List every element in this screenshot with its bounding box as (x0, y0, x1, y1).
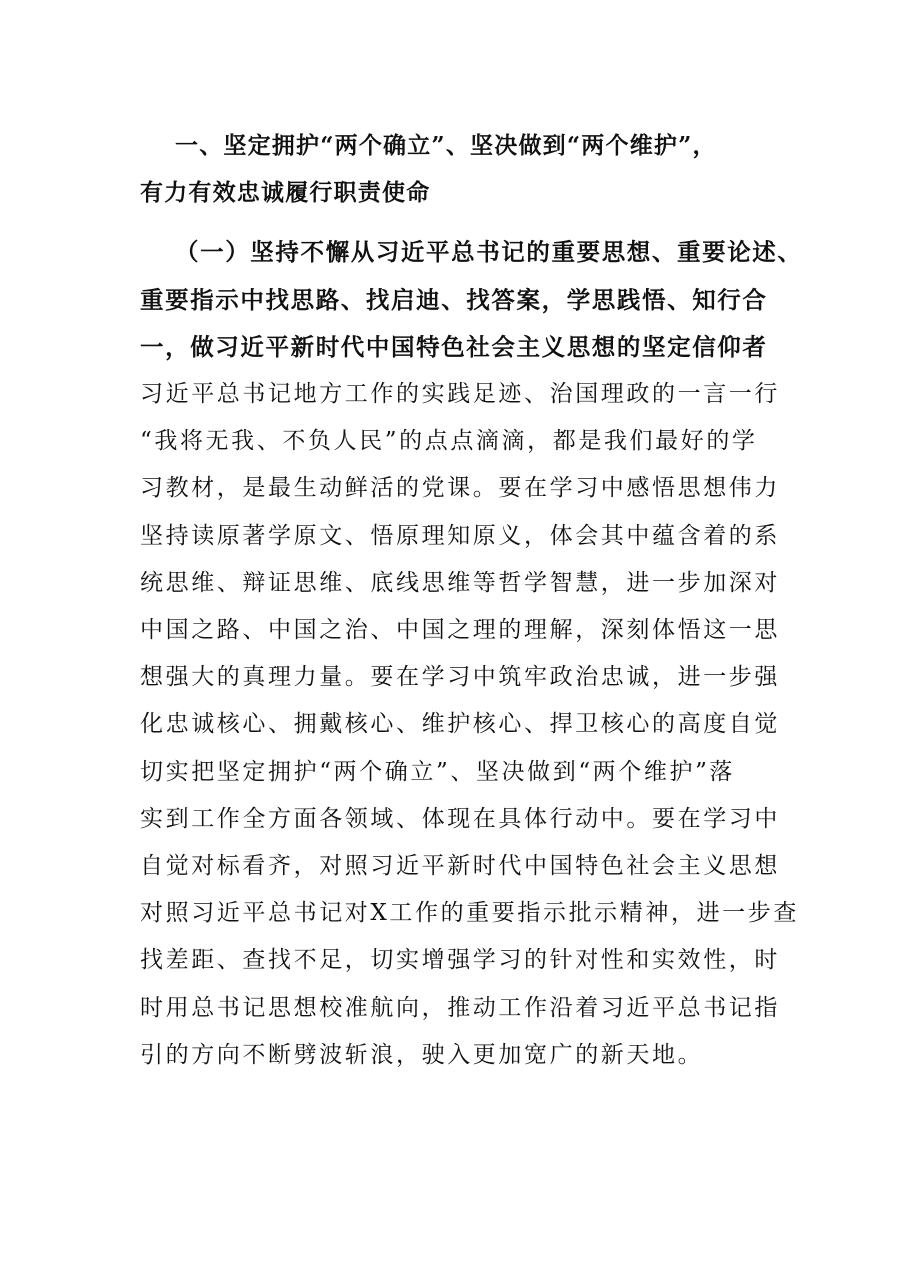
body-line: 实到工作全方面各领域、体现在具体行动中。要在学习中 (140, 806, 780, 832)
body-line: 坚持读原著学原文、悟原理知原义，体会其中蕴含着的系 (140, 523, 780, 549)
body-line: 习近平总书记地方工作的实践足迹、治国理政的一言一行 (140, 381, 780, 407)
body-line: 想强大的真理力量。要在学习中筑牢政治忠诚，进一步强 (140, 664, 780, 690)
body-line: 中国之路、中国之治、中国之理的理解，深刻体悟这一思 (140, 617, 780, 643)
heading-1-line-2: 有力有效忠诚履行职责使命 (140, 179, 431, 206)
body-line: 时用总书记思想校准航向，推动工作沿着习近平总书记指 (140, 995, 780, 1021)
body-line: 引的方向不断劈波斩浪，驶入更加宽广的新天地。 (140, 1042, 704, 1068)
body-line: “我将无我、不负人民”的点点滴滴，都是我们最好的学 (140, 428, 758, 454)
body-line: 习教材，是最生动鲜活的党课。要在学习中感悟思想伟力 (140, 475, 780, 501)
body-line: 统思维、辩证思维、底线思维等哲学智慧，进一步加深对 (140, 570, 780, 596)
heading-1-line-1: 一、坚定拥护“两个确立”、坚决做到“两个维护”， (175, 132, 717, 159)
body-line: 自觉对标看齐，对照习近平新时代中国特色社会主义思想 (140, 853, 780, 879)
heading-2-line-3: 一，做习近平新时代中国特色社会主义思想的坚定信仰者 (140, 333, 768, 361)
heading-2-line-2: 重要指示中找思路、找启迪、找答案，学思践悟、知行合 (140, 286, 768, 314)
body-line: 找差距、查找不足，切实增强学习的针对性和实效性，时 (140, 947, 780, 973)
heading-2-line-1: （一）坚持不懈从习近平总书记的重要思想、重要论述、 (175, 238, 803, 266)
body-line: 化忠诚核心、拥戴核心、维护核心、捍卫核心的高度自觉 (140, 711, 780, 737)
body-line: 对照习近平总书记对X工作的重要指示批示精神，进一步查 (140, 900, 799, 926)
body-line: 切实把坚定拥护“两个确立”、坚决做到“两个维护”落 (140, 759, 736, 785)
